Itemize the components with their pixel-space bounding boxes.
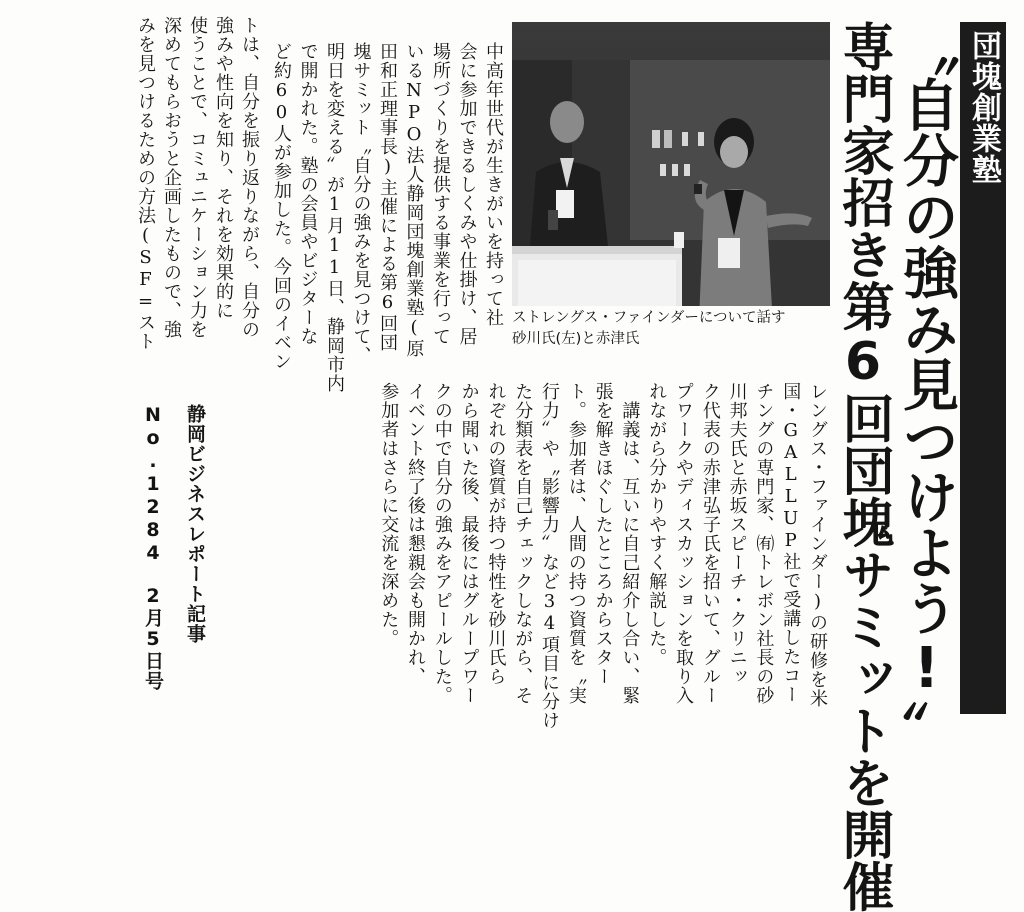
photo-caption-line2: 砂川氏(左)と赤津氏 xyxy=(512,331,640,347)
photo-illustration xyxy=(512,60,830,306)
article-body-block3: レングス・ファインダー)の研修を米 国・GALLUP社で受講したコー チングの専門家、㈲トレボン社長の砂 川邦夫氏と赤坂スピーチ・クリニッ ク代表の赤津弘子氏を招いて、グルー プワークやディスカッションを取り入 れながら分かりやすく解説した。 講義は、互いに自己紹介し合い、緊 張を解きほぐしたところからスター ト。参加者は、人間の持つ資質を〝実 行力〟や〝影響力〟など34項目に分け た分類表を自己チェックしながら、そ れぞれの資質が持つ特性を砂川氏ら から聞いた後、最後にはグループワー クの中で自分の強みをアピールした。 イベント終了後は懇親会も開かれ、 参加者はさらに交流を深めた。 xyxy=(378,382,828,730)
section-tag-text: 団塊創業塾 xyxy=(966,30,1001,185)
photo-caption-line1: ストレングス・ファインダーについて話す xyxy=(512,310,786,326)
section-tag xyxy=(960,22,1006,714)
headline-line1: 〝自分の強み見つけよう!〟 xyxy=(894,20,959,757)
article-body-block2: トは、自分を振り返りながら、自分の 強みや性向を知り、それを効果的に 使うことで、コミュニケーション力を 深めてもらおうと企画したもので、強 みを見つけるための方法(SF=スト xyxy=(135,16,260,351)
source-credit xyxy=(96,404,216,724)
source-issue: No.1284 2月5日号 xyxy=(142,404,164,691)
source-publication: 静岡ビジネスレポート記事 xyxy=(184,404,206,644)
article-body-block1: 中高年世代が生きがいを持って社 会に参加できるしくみや仕掛け、居 場所づくりを提供する事業を行って いるNPO法人静岡団塊創業塾(原 田和正理事長)主催による第6回団 塊サミット〝自分の強みを見つけて、 明日を変える〟が1月11日、静岡市内 で開かれた。塾の会員やビジターな ど約60人が参加した。今回のイベン xyxy=(271,42,504,393)
event-photo xyxy=(512,22,830,306)
photo-caption xyxy=(512,308,830,350)
headline-line2: 専門家招き第6回団塊サミットを開催 xyxy=(833,20,893,912)
